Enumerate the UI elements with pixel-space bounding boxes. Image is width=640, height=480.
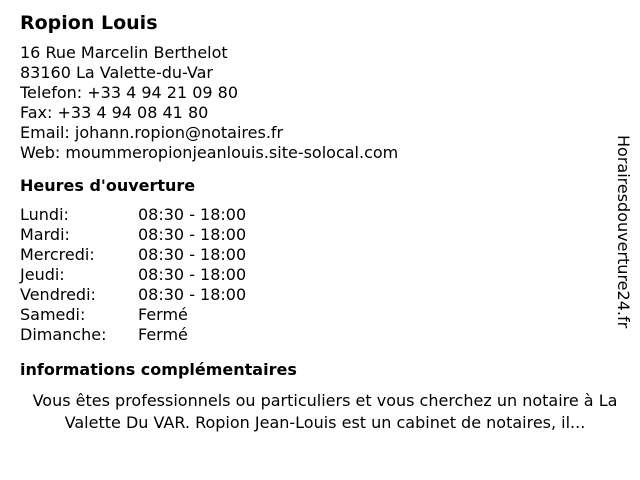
hours-day: Jeudi: (20, 265, 65, 284)
hours-row-monday (20, 205, 620, 225)
business-name: Ropion Louis (20, 12, 158, 34)
hours-day: Mardi: (20, 225, 70, 244)
website-line: Web: moummeropionjeanlouis.site-solocal.com (20, 143, 399, 162)
fax-line: Fax: +33 4 94 08 41 80 (20, 103, 209, 122)
hours-day: Dimanche: (20, 325, 107, 344)
hours-time: 08:30 - 18:00 (138, 225, 247, 244)
contact-block (20, 43, 620, 163)
hours-day: Lundi: (20, 205, 69, 224)
hours-row-tuesday (20, 225, 620, 245)
hours-row-friday (20, 285, 620, 305)
hours-day: Vendredi: (20, 285, 96, 304)
phone-line: Telefon: +33 4 94 21 09 80 (20, 83, 239, 102)
address-city: 83160 La Valette-du-Var (20, 63, 213, 82)
hours-time: Fermé (138, 325, 188, 344)
hours-time: 08:30 - 18:00 (138, 285, 247, 304)
address-street: 16 Rue Marcelin Berthelot (20, 43, 228, 62)
business-card (20, 12, 620, 434)
site-watermark: Horairesdouverture24.fr (614, 135, 633, 329)
email-line: Email: johann.ropion@notaires.fr (20, 123, 284, 142)
hours-row-thursday (20, 265, 620, 285)
hours-time: 08:30 - 18:00 (138, 265, 247, 284)
hours-row-saturday (20, 305, 620, 325)
hours-row-sunday (20, 325, 620, 345)
hours-row-wednesday (20, 245, 620, 265)
hours-day: Mercredi: (20, 245, 95, 264)
hours-time: 08:30 - 18:00 (138, 245, 247, 264)
hours-time: Fermé (138, 305, 188, 324)
business-description: Vous êtes professionnels ou particuliers et vous cherchez un notaire à La Valette Du VAR. Ropion Jean-Louis est un cabinet de notaires, il... (32, 391, 618, 432)
hours-day: Samedi: (20, 305, 86, 324)
opening-hours-table (20, 205, 620, 345)
opening-hours-heading: Heures d'ouverture (20, 176, 196, 195)
hours-time: 08:30 - 18:00 (138, 205, 247, 224)
additional-info-heading: informations complémentaires (20, 360, 297, 379)
